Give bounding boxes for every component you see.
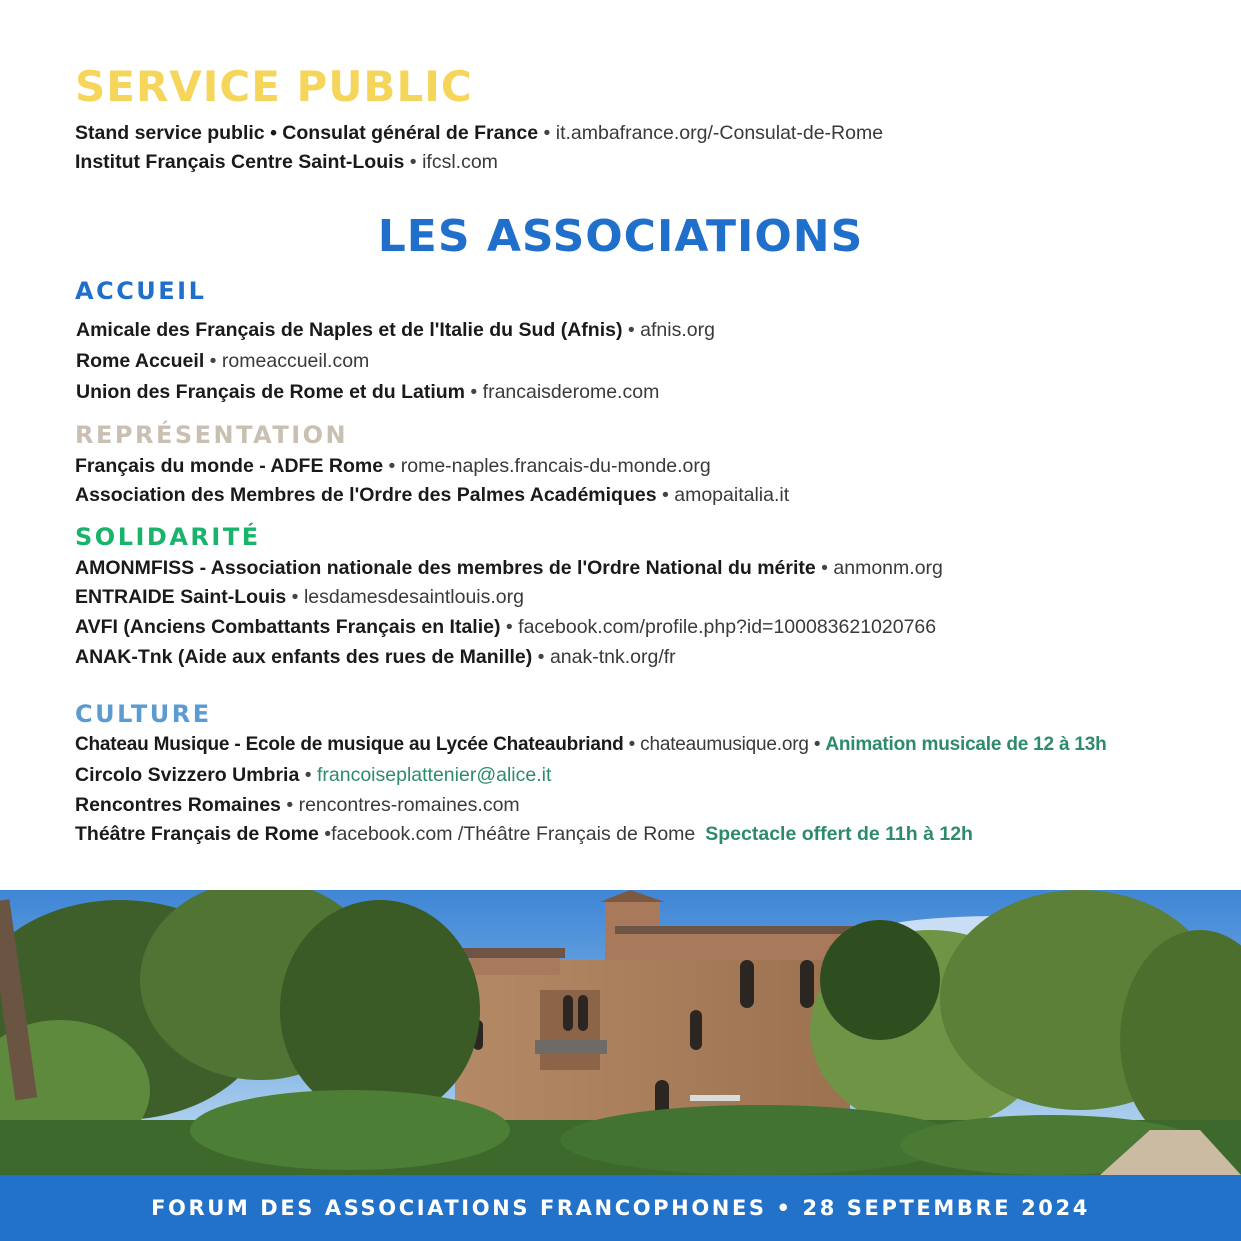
website-link[interactable]: anak-tnk.org/fr (549, 646, 676, 668)
villa-garden-photo (0, 890, 1241, 1175)
separator: • (622, 319, 641, 341)
accueil-line (76, 318, 715, 342)
culture-line (75, 793, 520, 817)
solidarite-line (75, 585, 524, 609)
culture-line (75, 763, 551, 787)
entity-name: ENTRAIDE Saint-Louis (75, 586, 287, 608)
footer-text: FORUM DES ASSOCIATIONS FRANCOPHONES • 28 SEPTEMBRE 2024 (151, 1196, 1090, 1220)
website-link[interactable]: facebook.com /Théâtre Français de Rome (331, 823, 696, 845)
entity-name: Stand service public • Consulat général de France (75, 122, 539, 144)
separator: • (532, 646, 550, 668)
entity-name: Chateau Musique - Ecole de musique au Lycée Chateaubriand (75, 734, 624, 755)
section-title-culture: CULTURE (75, 700, 212, 728)
website-link[interactable]: ifcsl.com (422, 151, 498, 173)
entity-name: Théâtre Français de Rome (75, 823, 319, 845)
footer-banner (0, 1175, 1241, 1241)
solidarite-line (75, 645, 676, 669)
representation-line (75, 483, 789, 507)
entity-name: ANAK-Tnk (Aide aux enfants des rues de Manille) (75, 646, 533, 668)
separator: • (280, 794, 299, 816)
entity-name: Association des Membres de l'Ordre des Palmes Académiques (75, 484, 657, 506)
separator: • (538, 122, 556, 144)
website-link[interactable]: afnis.org (640, 319, 715, 341)
entity-name: Circolo Svizzero Umbria (75, 764, 300, 786)
separator: • (500, 616, 519, 638)
service-public-line (75, 150, 498, 174)
separator: • (404, 151, 423, 173)
accueil-line (76, 380, 659, 404)
culture-line (75, 733, 1107, 757)
entity-name: Union des Français de Rome et du Latium (76, 381, 465, 403)
separator: • (464, 381, 483, 403)
website-link[interactable]: chateaumusique.org (640, 734, 809, 755)
separator: • (383, 455, 401, 477)
entity-name: Institut Français Centre Saint-Louis (75, 151, 405, 173)
email-link[interactable]: francoiseplattenier@alice.it (316, 764, 552, 786)
website-link[interactable]: anmonm.org (833, 557, 943, 579)
website-link[interactable]: francaisderome.com (482, 381, 660, 403)
associations-title: LES ASSOCIATIONS (377, 211, 864, 262)
entity-name: Amicale des Français de Naples et de l'Italie du Sud (Afnis) (76, 319, 623, 341)
website-link[interactable]: amopaitalia.it (674, 484, 790, 506)
service-public-line (75, 121, 883, 145)
separator: • (318, 823, 332, 845)
separator: • (815, 557, 834, 579)
website-link[interactable]: rencontres-romaines.com (298, 794, 520, 816)
accueil-line (76, 349, 369, 373)
section-title-solidarite: SOLIDARITÉ (75, 523, 261, 551)
event-highlight: Spectacle offert de 11h à 12h (705, 823, 973, 845)
section-title-representation: REPRÉSENTATION (75, 421, 349, 449)
entity-name: Français du monde - ADFE Rome (75, 455, 384, 477)
separator: • (656, 484, 675, 506)
separator: • (623, 734, 641, 755)
entity-name: Rome Accueil (76, 350, 205, 372)
service-public-title: SERVICE PUBLIC (75, 62, 473, 111)
website-link[interactable]: facebook.com/profile.php?id=100083621020766 (518, 616, 937, 638)
separator: • (286, 586, 304, 608)
section-title-accueil: ACCUEIL (75, 277, 207, 305)
website-link[interactable]: lesdamesdesaintlouis.org (303, 586, 524, 608)
representation-line (75, 454, 711, 478)
culture-line (75, 822, 973, 846)
entity-name: AVFI (Anciens Combattants Français en Italie) (75, 616, 501, 638)
website-link[interactable]: rome-naples.francais-du-monde.org (400, 455, 711, 477)
event-highlight: Animation musicale de 12 à 13h (825, 734, 1107, 755)
entity-name: Rencontres Romaines (75, 794, 281, 816)
separator: • (808, 734, 826, 755)
solidarite-line (75, 556, 943, 580)
website-link[interactable]: romeaccueil.com (221, 350, 370, 372)
solidarite-line (75, 615, 936, 639)
separator: • (204, 350, 222, 372)
website-link[interactable]: it.ambafrance.org/-Consulat-de-Rome (555, 122, 884, 144)
separator: • (299, 764, 317, 786)
entity-name: AMONMFISS - Association nationale des membres de l'Ordre National du mérite (75, 557, 816, 579)
